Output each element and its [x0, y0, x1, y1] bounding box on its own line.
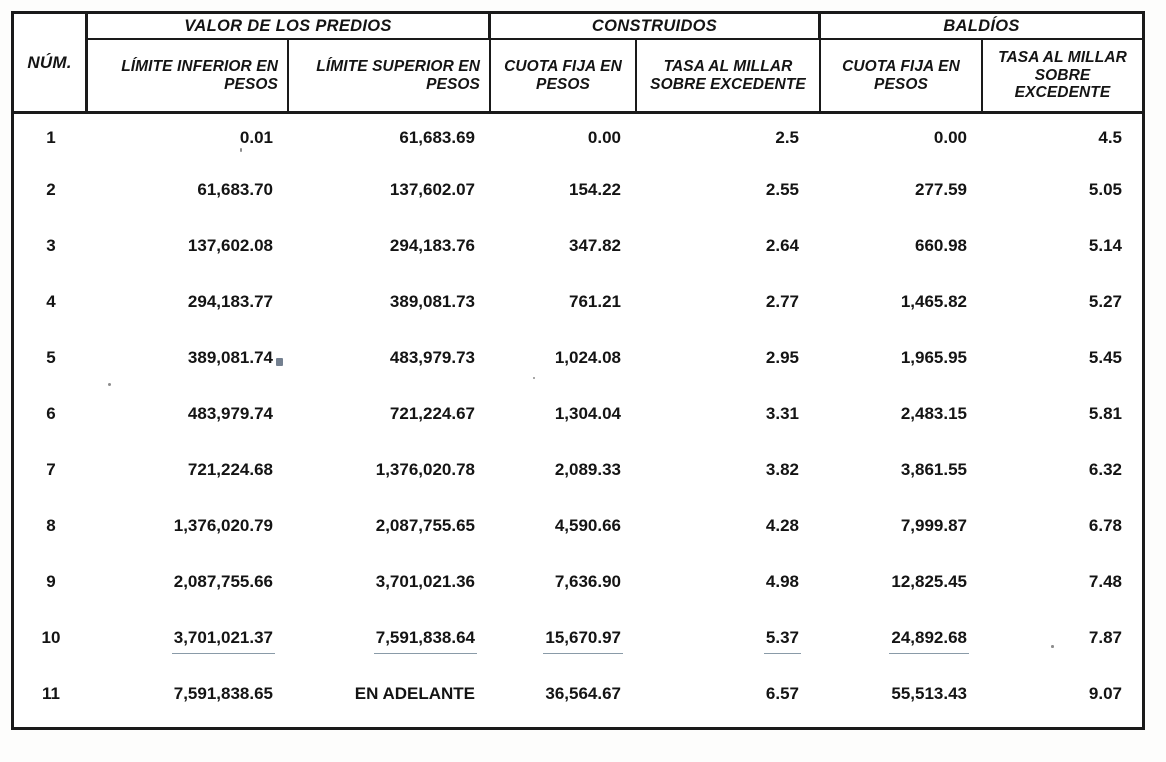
- cell-baldios-tasa-millar-value: 5.27: [1088, 292, 1122, 311]
- cell-construidos-cuota-fija-value: 154.22: [569, 180, 621, 199]
- cell-baldios-cuota-fija: [821, 114, 983, 162]
- cell-construidos-cuota-fija: [491, 554, 637, 610]
- cell-construidos-cuota-fija-value: 15,670.97: [545, 628, 621, 647]
- cell-baldios-tasa-millar: [983, 218, 1142, 274]
- cell-limite-superior: [289, 114, 491, 162]
- cell-baldios-cuota-fija: [821, 162, 983, 218]
- cell-construidos-tasa-millar: [637, 386, 821, 442]
- group-header-baldios: BALDÍOS: [943, 16, 1020, 35]
- cell-baldios-tasa-millar-value: 4.5: [1098, 128, 1122, 147]
- cell-limite-inferior: [88, 114, 289, 162]
- cell-construidos-tasa-millar-value: 5.37: [765, 628, 799, 647]
- cell-construidos-tasa-millar: [637, 442, 821, 498]
- row-number: [14, 330, 88, 386]
- cell-limite-superior-value: 7,591,838.64: [375, 628, 475, 647]
- cell-limite-inferior: [88, 554, 289, 610]
- cell-construidos-tasa-millar-value: 4.98: [765, 572, 799, 591]
- cell-construidos-tasa-millar: [637, 114, 821, 162]
- row-number: [14, 162, 88, 218]
- scan-artifact-speck: [1051, 645, 1054, 648]
- table-row: [14, 274, 1142, 330]
- cell-limite-superior: [289, 666, 491, 722]
- table-row: [14, 554, 1142, 610]
- cell-limite-inferior-value: 2,087,755.66: [173, 572, 273, 591]
- cell-limite-superior-value: 3,701,021.36: [375, 572, 475, 591]
- row-number: [14, 610, 88, 666]
- cell-limite-superior-value: 2,087,755.65: [375, 516, 475, 535]
- cell-limite-inferior: [88, 610, 289, 666]
- cell-baldios-cuota-fija-value: 12,825.45: [891, 572, 967, 591]
- cell-baldios-tasa-millar-value: 6.32: [1088, 460, 1122, 479]
- row-number: [14, 114, 88, 162]
- column-header-baldios-tasa-millar: TASA AL MILLAR SOBRE EXCEDENTE: [998, 48, 1127, 102]
- cell-construidos-tasa-millar-value: 2.77: [765, 292, 799, 311]
- cell-construidos-tasa-millar-value: 2.64: [765, 236, 799, 255]
- cell-baldios-cuota-fija: [821, 218, 983, 274]
- row-number-value: 1: [46, 128, 56, 147]
- cell-construidos-cuota-fija-value: 0.00: [587, 128, 621, 147]
- cell-construidos-cuota-fija: [491, 274, 637, 330]
- cell-baldios-cuota-fija-value: 24,892.68: [891, 628, 967, 647]
- table-row: [14, 162, 1142, 218]
- cell-limite-inferior: [88, 498, 289, 554]
- cell-limite-superior-value: 294,183.76: [389, 236, 475, 255]
- cell-construidos-cuota-fija-value: 4,590.66: [554, 516, 621, 535]
- property-tax-rate-table: [11, 11, 1145, 730]
- row-number: [14, 386, 88, 442]
- cell-limite-superior: [289, 610, 491, 666]
- cell-construidos-cuota-fija: [491, 442, 637, 498]
- row-number-value: 9: [46, 572, 56, 591]
- cell-baldios-tasa-millar: [983, 610, 1142, 666]
- cell-construidos-cuota-fija: [491, 498, 637, 554]
- cell-construidos-cuota-fija-value: 1,304.04: [554, 404, 621, 423]
- cell-limite-superior-value: 389,081.73: [389, 292, 475, 311]
- cell-limite-inferior-value: 3,701,021.37: [173, 628, 273, 647]
- cell-construidos-tasa-millar-value: 4.28: [765, 516, 799, 535]
- cell-limite-inferior: [88, 162, 289, 218]
- table-row: [14, 330, 1142, 386]
- group-header-row: [88, 14, 1142, 40]
- cell-baldios-tasa-millar-value: 5.81: [1088, 404, 1122, 423]
- scan-artifact-speck: [276, 358, 283, 366]
- scan-artifact-speck: [240, 148, 242, 152]
- cell-baldios-tasa-millar: [983, 274, 1142, 330]
- cell-construidos-cuota-fija-value: 347.82: [569, 236, 621, 255]
- table-row: [14, 218, 1142, 274]
- table-row: [14, 442, 1142, 498]
- cell-baldios-cuota-fija: [821, 442, 983, 498]
- cell-baldios-tasa-millar: [983, 162, 1142, 218]
- cell-construidos-cuota-fija: [491, 162, 637, 218]
- cell-construidos-cuota-fija-value: 7,636.90: [554, 572, 621, 591]
- row-number: [14, 554, 88, 610]
- cell-limite-inferior-value: 1,376,020.79: [173, 516, 273, 535]
- cell-limite-inferior: [88, 442, 289, 498]
- cell-baldios-tasa-millar-value: 7.48: [1088, 572, 1122, 591]
- cell-baldios-cuota-fija: [821, 386, 983, 442]
- scan-artifact-speck: [533, 377, 535, 379]
- cell-limite-superior: [289, 498, 491, 554]
- cell-construidos-tasa-millar: [637, 666, 821, 722]
- cell-limite-superior-value: 61,683.69: [399, 128, 475, 147]
- column-header-limite-inferior: LÍMITE INFERIOR EN PESOS: [88, 40, 289, 111]
- cell-baldios-cuota-fija: [821, 666, 983, 722]
- table-header: [14, 14, 1142, 114]
- cell-construidos-cuota-fija-value: 36,564.67: [545, 684, 621, 703]
- row-number: [14, 218, 88, 274]
- cell-construidos-cuota-fija: [491, 610, 637, 666]
- cell-construidos-cuota-fija: [491, 666, 637, 722]
- cell-construidos-cuota-fija: [491, 330, 637, 386]
- cell-limite-superior-value: 1,376,020.78: [375, 460, 475, 479]
- cell-limite-inferior-value: 483,979.74: [187, 404, 273, 423]
- cell-baldios-tasa-millar: [983, 442, 1142, 498]
- cell-limite-inferior: [88, 274, 289, 330]
- cell-baldios-tasa-millar-value: 5.05: [1088, 180, 1122, 199]
- row-number-value: 4: [46, 292, 56, 311]
- cell-baldios-cuota-fija-value: 660.98: [915, 236, 967, 255]
- cell-construidos-tasa-millar-value: 2.55: [765, 180, 799, 199]
- cell-construidos-tasa-millar: [637, 274, 821, 330]
- column-header-limite-superior: LÍMITE SUPERIOR EN PESOS: [289, 40, 491, 111]
- cell-baldios-tasa-millar-value: 7.87: [1088, 628, 1122, 647]
- cell-baldios-cuota-fija-value: 1,465.82: [900, 292, 967, 311]
- cell-limite-inferior: [88, 386, 289, 442]
- cell-construidos-tasa-millar-value: 2.95: [765, 348, 799, 367]
- row-number-value: 6: [46, 404, 56, 423]
- table-body: [14, 114, 1142, 730]
- cell-limite-inferior-value: 0.01: [239, 128, 273, 147]
- cell-construidos-tasa-millar: [637, 330, 821, 386]
- cell-baldios-tasa-millar-value: 6.78: [1088, 516, 1122, 535]
- table-row: [14, 666, 1142, 722]
- cell-limite-inferior: [88, 218, 289, 274]
- cell-baldios-cuota-fija: [821, 274, 983, 330]
- cell-construidos-tasa-millar-value: 3.31: [765, 404, 799, 423]
- cell-baldios-tasa-millar: [983, 114, 1142, 162]
- group-header-valor-de-los-predios: VALOR DE LOS PREDIOS: [88, 14, 491, 38]
- cell-construidos-cuota-fija-value: 1,024.08: [554, 348, 621, 367]
- cell-baldios-cuota-fija-value: 7,999.87: [900, 516, 967, 535]
- cell-baldios-cuota-fija-value: 55,513.43: [891, 684, 967, 703]
- column-header-construidos-cuota-fija: CUOTA FIJA EN PESOS: [491, 40, 637, 111]
- cell-construidos-tasa-millar-value: 2.5: [775, 128, 799, 147]
- row-number-value: 11: [42, 684, 60, 703]
- cell-limite-inferior-value: 7,591,838.65: [173, 684, 273, 703]
- row-number-value: 10: [41, 628, 61, 647]
- cell-baldios-tasa-millar-value: 5.45: [1088, 348, 1122, 367]
- scan-artifact-speck: [108, 383, 111, 386]
- row-number-value: 2: [46, 180, 56, 199]
- cell-limite-inferior: [88, 330, 289, 386]
- cell-construidos-tasa-millar: [637, 218, 821, 274]
- cell-limite-superior: [289, 274, 491, 330]
- group-header-construidos: CONSTRUIDOS: [491, 14, 821, 38]
- cell-baldios-tasa-millar: [983, 330, 1142, 386]
- cell-limite-superior-value: 137,602.07: [389, 180, 475, 199]
- cell-construidos-cuota-fija-value: 761.21: [569, 292, 621, 311]
- column-header-construidos-tasa-millar: TASA AL MILLAR SOBRE EXCEDENTE: [637, 40, 821, 111]
- row-number: [14, 274, 88, 330]
- cell-construidos-cuota-fija: [491, 218, 637, 274]
- cell-baldios-tasa-millar: [983, 666, 1142, 722]
- column-header-baldios-cuota-fija: CUOTA FIJA EN PESOS: [821, 40, 983, 111]
- cell-limite-superior: [289, 442, 491, 498]
- cell-baldios-cuota-fija-value: 0.00: [933, 128, 967, 147]
- cell-limite-superior: [289, 330, 491, 386]
- cell-limite-superior: [289, 218, 491, 274]
- table-row: [14, 114, 1142, 162]
- cell-limite-superior: [289, 386, 491, 442]
- row-number: [14, 498, 88, 554]
- row-number-value: 3: [46, 236, 56, 255]
- cell-limite-superior-value: 721,224.67: [389, 404, 475, 423]
- cell-construidos-tasa-millar: [637, 610, 821, 666]
- cell-limite-inferior-value: 389,081.74: [187, 348, 273, 367]
- cell-limite-inferior-value: 61,683.70: [197, 180, 273, 199]
- column-header-num: NÚM.: [14, 14, 88, 111]
- cell-limite-superior: [289, 162, 491, 218]
- cell-limite-superior-value: 483,979.73: [389, 348, 475, 367]
- cell-construidos-cuota-fija-value: 2,089.33: [554, 460, 621, 479]
- cell-baldios-cuota-fija: [821, 330, 983, 386]
- row-number: [14, 442, 88, 498]
- cell-baldios-tasa-millar: [983, 554, 1142, 610]
- cell-baldios-tasa-millar: [983, 498, 1142, 554]
- cell-baldios-tasa-millar-value: 5.14: [1088, 236, 1122, 255]
- cell-baldios-cuota-fija-value: 1,965.95: [900, 348, 967, 367]
- cell-construidos-tasa-millar-value: 6.57: [765, 684, 799, 703]
- cell-baldios-cuota-fija: [821, 610, 983, 666]
- row-number-value: 7: [46, 460, 56, 479]
- table-row: [14, 386, 1142, 442]
- cell-construidos-cuota-fija: [491, 386, 637, 442]
- cell-limite-inferior-value: 294,183.77: [187, 292, 273, 311]
- cell-limite-inferior: [88, 666, 289, 722]
- cell-baldios-tasa-millar-value: 9.07: [1088, 684, 1122, 703]
- cell-limite-superior: [289, 554, 491, 610]
- row-number-value: 5: [46, 348, 56, 367]
- cell-construidos-tasa-millar: [637, 554, 821, 610]
- cell-baldios-cuota-fija-value: 3,861.55: [900, 460, 967, 479]
- cell-limite-inferior-value: 721,224.68: [187, 460, 273, 479]
- row-number: [14, 666, 88, 722]
- cell-construidos-tasa-millar-value: 3.82: [765, 460, 799, 479]
- cell-limite-superior-value: EN ADELANTE: [354, 684, 475, 703]
- sub-header-row: [88, 40, 1142, 111]
- cell-baldios-cuota-fija-value: 277.59: [915, 180, 967, 199]
- cell-baldios-tasa-millar: [983, 386, 1142, 442]
- cell-baldios-cuota-fija-value: 2,483.15: [900, 404, 967, 423]
- table-row: [14, 610, 1142, 666]
- cell-construidos-cuota-fija: [491, 114, 637, 162]
- cell-baldios-cuota-fija: [821, 498, 983, 554]
- cell-construidos-tasa-millar: [637, 498, 821, 554]
- cell-limite-inferior-value: 137,602.08: [187, 236, 273, 255]
- table-row: [14, 498, 1142, 554]
- cell-baldios-cuota-fija: [821, 554, 983, 610]
- cell-construidos-tasa-millar: [637, 162, 821, 218]
- row-number-value: 8: [46, 516, 56, 535]
